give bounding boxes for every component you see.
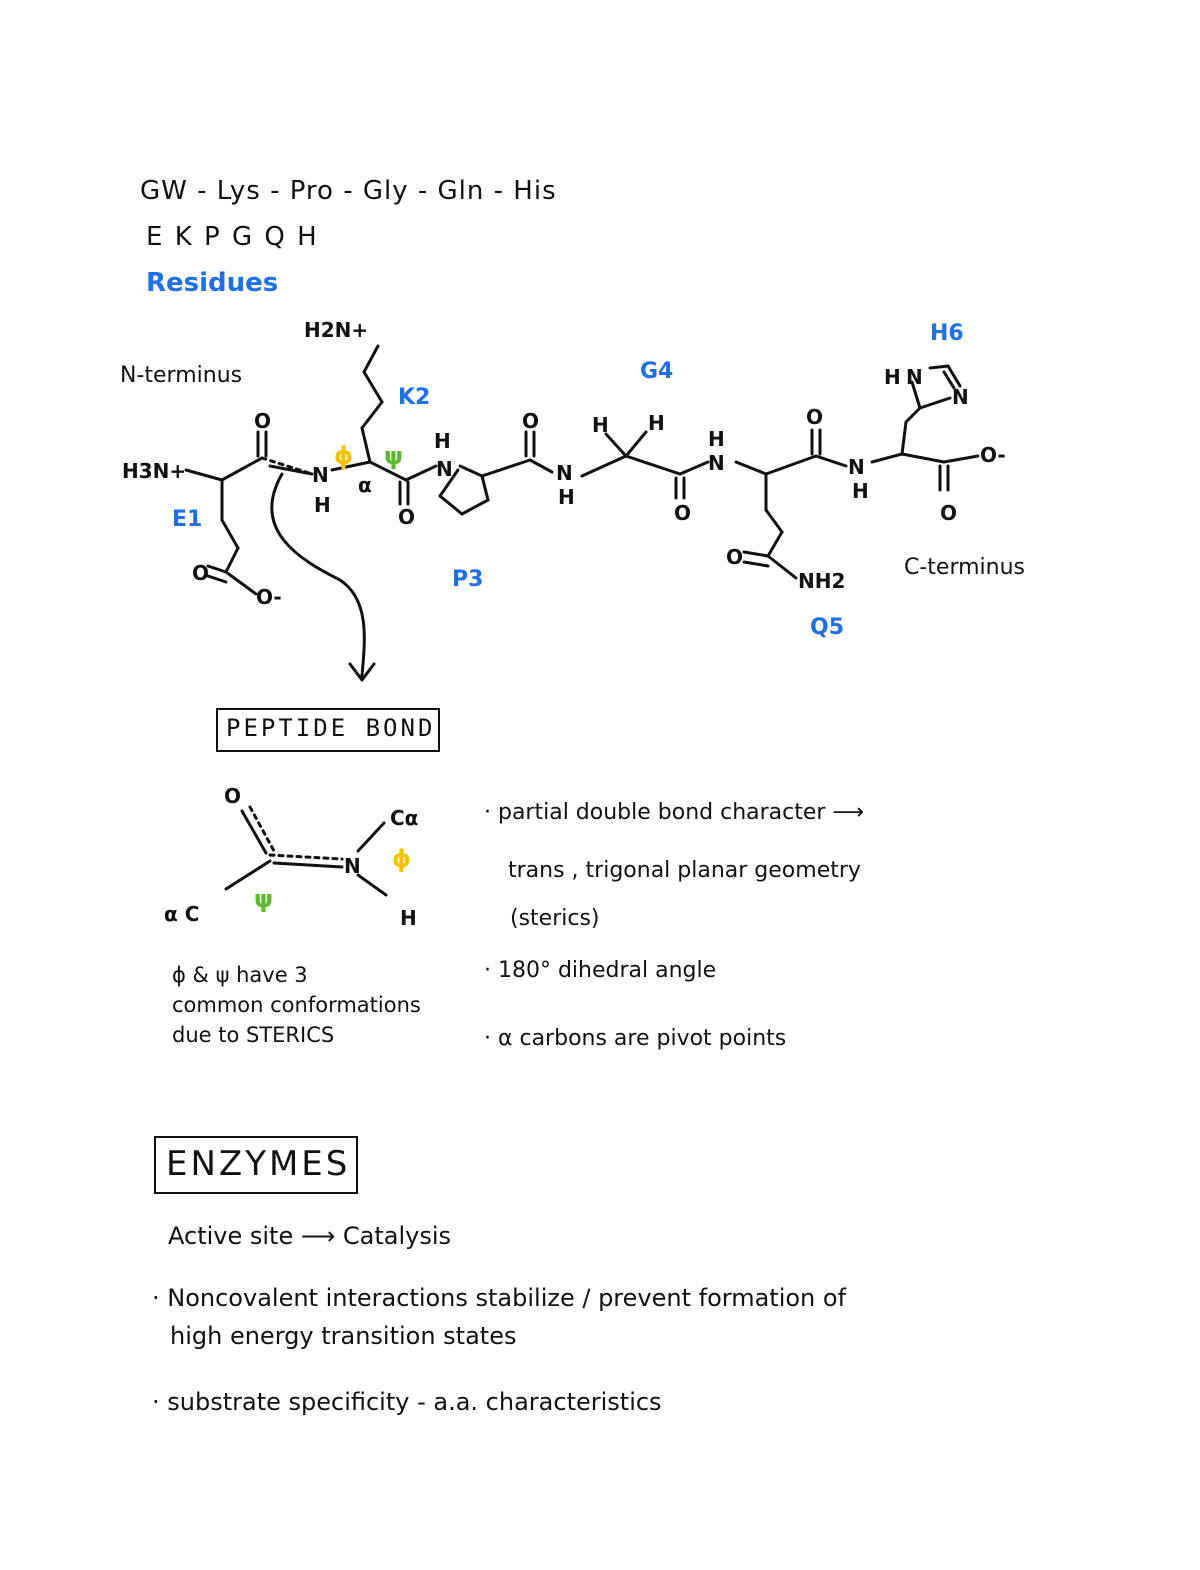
pb-atom-c-alpha: Cα bbox=[390, 806, 419, 830]
phi-mark: ϕ bbox=[334, 442, 354, 470]
peptide-bond-diagram bbox=[150, 775, 450, 935]
atom-nh2: NH2 bbox=[798, 569, 846, 593]
bullet-trans-trigonal: trans , trigonal planar geometry bbox=[508, 858, 861, 883]
atom-n: N bbox=[556, 461, 573, 485]
atom-o: O bbox=[940, 501, 958, 525]
atom-n: N bbox=[952, 385, 969, 409]
atom-h: H bbox=[592, 413, 609, 437]
atom-n: N bbox=[312, 463, 329, 487]
bullet-pivot-points: · α carbons are pivot points bbox=[484, 1026, 787, 1051]
n-terminus-label: N-terminus bbox=[120, 363, 243, 388]
atom-n: N bbox=[708, 451, 725, 475]
phi-psi-note bbox=[172, 960, 421, 1050]
peptide-bond-title: PEPTIDE BOND bbox=[226, 714, 436, 742]
pb-atom-o: O bbox=[224, 784, 242, 808]
atom-h2n: H2N+ bbox=[304, 318, 369, 342]
residue-label-e1: E1 bbox=[172, 507, 203, 532]
note-line: due to STERICS bbox=[172, 1023, 335, 1047]
atom-o: O bbox=[192, 561, 210, 585]
atom-n: N bbox=[906, 365, 923, 389]
enzymes-title: ENZYMES bbox=[166, 1144, 351, 1184]
pb-atom-alpha-c: α C bbox=[164, 902, 200, 926]
bullet-partial-double-bond: · partial double bond character ⟶ bbox=[484, 800, 864, 825]
enzyme-bullet-transition-states: high energy transition states bbox=[170, 1322, 517, 1350]
atom-h: H bbox=[708, 427, 725, 451]
atom-alpha: α bbox=[358, 473, 372, 497]
sequence-one-letter: E K P G Q H bbox=[146, 222, 319, 252]
atom-h: H bbox=[884, 365, 901, 389]
enzyme-bullet-specificity: · substrate specificity - a.a. characteristics bbox=[152, 1388, 662, 1416]
atom-o: O bbox=[254, 409, 272, 433]
atom-o-minus: O- bbox=[980, 443, 1006, 467]
atom-o-minus: O- bbox=[256, 585, 282, 609]
note-line: common conformations bbox=[172, 993, 421, 1017]
note-line: ϕ & ψ have 3 bbox=[172, 963, 308, 987]
atom-n: N bbox=[436, 457, 453, 481]
atom-h: H bbox=[434, 429, 451, 453]
residues-heading: Residues bbox=[146, 268, 279, 298]
atom-o: O bbox=[674, 501, 692, 525]
residue-label-h6: H6 bbox=[930, 321, 964, 346]
bullet-dihedral-angle: · 180° dihedral angle bbox=[484, 958, 717, 983]
atom-h3n: H3N+ bbox=[122, 459, 187, 483]
pb-atom-n: N bbox=[344, 854, 361, 878]
pb-psi-mark: ψ bbox=[254, 885, 274, 913]
sequence-three-letter: GW - Lys - Pro - Gly - Gln - His bbox=[140, 176, 557, 206]
c-terminus-label: C-terminus bbox=[904, 555, 1026, 580]
residue-label-q5: Q5 bbox=[810, 615, 845, 640]
active-site-line: Active site ⟶ Catalysis bbox=[168, 1222, 452, 1250]
atom-h: H bbox=[558, 485, 575, 509]
pb-atom-h: H bbox=[400, 906, 417, 930]
atom-o: O bbox=[398, 505, 416, 529]
residue-label-g4: G4 bbox=[640, 359, 674, 384]
peptide-structure-diagram bbox=[0, 0, 1200, 700]
atom-o: O bbox=[522, 409, 540, 433]
atom-h: H bbox=[648, 411, 665, 435]
atom-o: O bbox=[726, 545, 744, 569]
psi-mark: ψ bbox=[384, 442, 404, 470]
atom-h: H bbox=[314, 493, 331, 517]
enzyme-bullet-noncovalent: · Noncovalent interactions stabilize / prevent formation of bbox=[152, 1284, 847, 1312]
bullet-sterics: (sterics) bbox=[510, 906, 600, 931]
pb-phi-mark: ϕ bbox=[392, 845, 412, 873]
residue-label-k2: K2 bbox=[398, 385, 431, 410]
residue-label-p3: P3 bbox=[452, 567, 484, 592]
atom-n: N bbox=[848, 455, 865, 479]
atom-o: O bbox=[806, 405, 824, 429]
atom-h: H bbox=[852, 479, 869, 503]
